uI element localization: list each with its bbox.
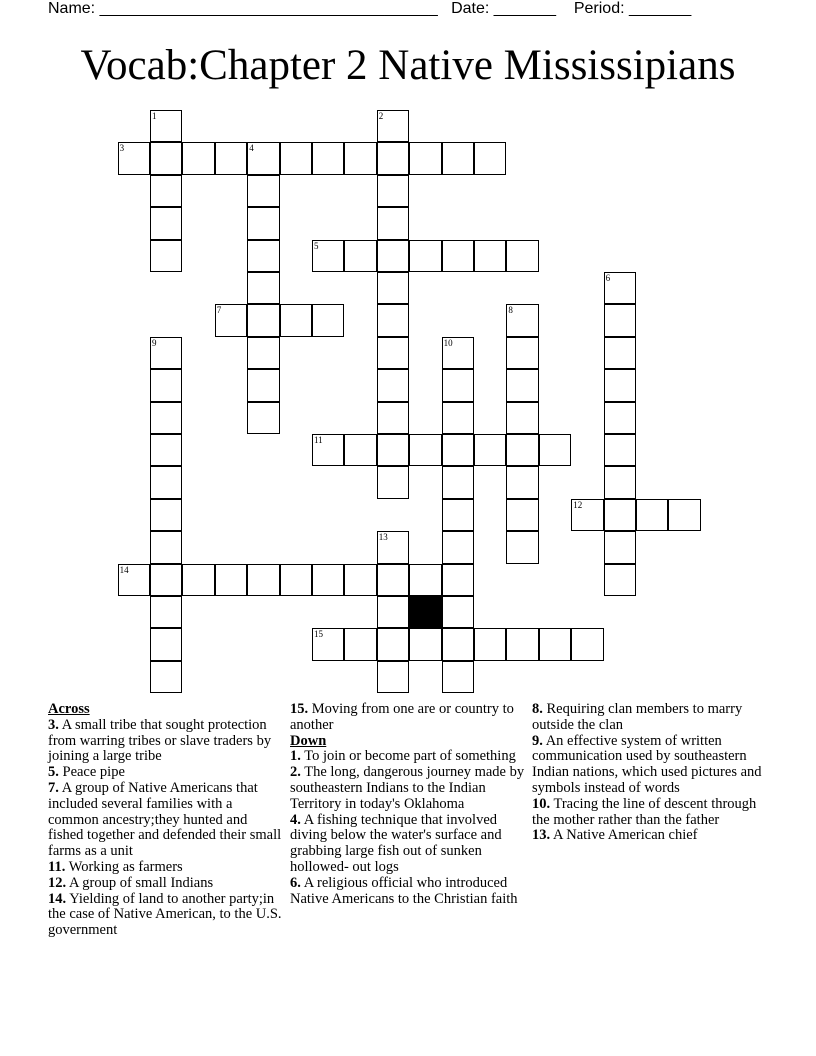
across-clue <box>48 781 284 860</box>
grid-cell[interactable] <box>150 207 182 239</box>
grid-cell[interactable] <box>442 142 474 174</box>
grid-cell[interactable] <box>377 466 409 498</box>
grid-cell[interactable] <box>377 434 409 466</box>
grid-cell[interactable] <box>247 402 279 434</box>
grid-cell[interactable] <box>506 434 538 466</box>
grid-cell[interactable] <box>571 499 603 531</box>
clue-text: Requiring clan members to marry outside the clan <box>532 701 743 733</box>
clue-number: 6. <box>290 874 301 891</box>
grid-cell[interactable] <box>377 661 409 693</box>
grid-cell[interactable] <box>247 175 279 207</box>
clue-number-label: 11 <box>314 435 323 445</box>
grid-cell[interactable] <box>247 272 279 304</box>
across-clue <box>48 765 284 781</box>
grid-cell[interactable] <box>247 369 279 401</box>
clue-number: 8. <box>532 701 543 717</box>
clue-number: 7. <box>48 779 59 796</box>
clue-column-2 <box>290 702 526 907</box>
name-blank[interactable]: ______________________________________ <box>99 0 438 17</box>
grid-cell[interactable] <box>506 466 538 498</box>
clue-number: 2. <box>290 764 301 781</box>
grid-cell[interactable] <box>377 272 409 304</box>
grid-cell[interactable] <box>377 337 409 369</box>
grid-cell[interactable] <box>247 564 279 596</box>
grid-cell[interactable] <box>604 466 636 498</box>
grid-cell[interactable] <box>312 434 344 466</box>
grid-cell[interactable] <box>312 142 344 174</box>
grid-cell[interactable] <box>118 564 150 596</box>
clue-text: An effective system of written communication used by southeastern Indian nations, which used pictures and symbols instead of words <box>532 732 762 796</box>
down-heading: Down <box>290 732 327 749</box>
grid-cell[interactable] <box>150 142 182 174</box>
grid-cell[interactable] <box>474 434 506 466</box>
clue-text: A religious official who introduced Native Americans to the Christian faith <box>290 874 518 907</box>
down-clue <box>290 765 526 812</box>
grid-cell[interactable] <box>377 402 409 434</box>
down-clue <box>532 734 768 797</box>
grid-cell[interactable] <box>442 596 474 628</box>
clue-text: A Native American chief <box>550 827 698 844</box>
grid-cell[interactable] <box>506 531 538 563</box>
across-heading: Across <box>48 701 90 717</box>
down-clue <box>532 702 768 734</box>
clue-column-1 <box>48 702 284 939</box>
clue-number: 11. <box>48 858 66 875</box>
grid-cell[interactable] <box>474 142 506 174</box>
grid-cell[interactable] <box>182 142 214 174</box>
clue-number: 10. <box>532 795 551 812</box>
grid-cell[interactable] <box>604 531 636 563</box>
across-clue <box>48 892 284 939</box>
grid-cell[interactable] <box>506 402 538 434</box>
grid-cell[interactable] <box>539 628 571 660</box>
clue-number-label: 13 <box>378 532 388 543</box>
clue-number: 1. <box>290 748 301 765</box>
grid-cell[interactable] <box>506 337 538 369</box>
clue-number-label: 5 <box>314 240 319 251</box>
grid-cell[interactable] <box>604 402 636 434</box>
down-clue <box>290 749 526 765</box>
grid-cell[interactable] <box>280 564 312 596</box>
clue-number-label: 4 <box>249 143 254 154</box>
grid-cell[interactable] <box>506 628 538 660</box>
grid-cell[interactable] <box>377 596 409 628</box>
name-label: Name: <box>48 0 96 17</box>
across-clue <box>290 702 526 734</box>
grid-cell[interactable] <box>150 499 182 531</box>
grid-cell[interactable] <box>280 142 312 174</box>
grid-cell[interactable] <box>150 240 182 272</box>
grid-cell[interactable] <box>280 304 312 336</box>
clue-number-label: 6 <box>605 273 611 283</box>
grid-cell[interactable] <box>312 304 344 336</box>
grid-cell[interactable] <box>377 304 409 336</box>
clue-number: 9. <box>532 732 543 749</box>
grid-cell[interactable] <box>604 564 636 596</box>
grid-cell[interactable] <box>377 564 409 596</box>
grid-cell[interactable] <box>442 628 474 660</box>
grid-cell[interactable] <box>377 175 409 207</box>
grid-cell[interactable] <box>409 434 441 466</box>
clue-text: Working as farmers <box>65 858 183 875</box>
grid-cell[interactable] <box>506 304 538 336</box>
clue-text: Yielding of land to another party;in the case of Native American, to the U.S. government <box>48 890 282 939</box>
down-clue <box>290 876 526 908</box>
clue-number-label: 9 <box>152 337 157 348</box>
grid-cell[interactable] <box>247 337 279 369</box>
grid-cell[interactable] <box>539 434 571 466</box>
grid-cell[interactable] <box>604 434 636 466</box>
grid-cell[interactable] <box>377 207 409 239</box>
date-label: Date: <box>451 0 490 17</box>
grid-cell[interactable] <box>604 304 636 336</box>
clue-number: 5. <box>48 764 59 781</box>
down-clue <box>532 797 768 829</box>
grid-cell[interactable] <box>247 142 279 174</box>
grid-cell[interactable] <box>312 628 344 660</box>
grid-cell[interactable] <box>506 369 538 401</box>
grid-cell[interactable] <box>150 337 182 369</box>
clue-number: 3. <box>48 716 59 733</box>
grid-cell[interactable] <box>442 369 474 401</box>
clue-number-label: 7 <box>216 305 222 316</box>
grid-cell[interactable] <box>442 466 474 498</box>
grid-cell[interactable] <box>442 402 474 434</box>
grid-cell[interactable] <box>604 337 636 369</box>
grid-cell[interactable] <box>247 304 279 336</box>
grid-cell[interactable] <box>344 434 376 466</box>
page-title: Vocab:Chapter 2 Native Mississipians <box>80 42 736 89</box>
grid-cell[interactable] <box>442 499 474 531</box>
black-cell <box>409 596 441 628</box>
grid-cell[interactable] <box>668 499 700 531</box>
clue-text: A small tribe that sought protection from warring tribes or slave traders by joining a large tribe <box>48 716 272 765</box>
grid-cell[interactable] <box>150 175 182 207</box>
grid-cell[interactable] <box>312 240 344 272</box>
clue-text: A group of Native Americans that included several families with a common ancestry;they hunted and fished together and defended their small farms as a unit <box>48 779 282 860</box>
grid-cell[interactable] <box>344 240 376 272</box>
grid-cell[interactable] <box>377 142 409 174</box>
grid-cell[interactable] <box>377 531 409 563</box>
clue-text: To join or become part of something <box>300 748 516 765</box>
clue-text: A fishing technique that involved diving below the water's surface and grabbing large fish out of sunken hollowed- out logs <box>290 811 502 875</box>
grid-cell[interactable] <box>506 499 538 531</box>
grid-cell[interactable] <box>442 337 474 369</box>
clue-number-label: 12 <box>573 499 583 510</box>
grid-cell[interactable] <box>636 499 668 531</box>
grid-cell[interactable] <box>150 110 182 142</box>
grid-cell[interactable] <box>150 531 182 563</box>
grid-cell[interactable] <box>474 240 506 272</box>
grid-cell[interactable] <box>215 564 247 596</box>
grid-cell[interactable] <box>409 628 441 660</box>
grid-cell[interactable] <box>409 240 441 272</box>
grid-cell[interactable] <box>409 142 441 174</box>
grid-cell[interactable] <box>344 142 376 174</box>
grid-cell[interactable] <box>377 240 409 272</box>
grid-cell[interactable] <box>150 402 182 434</box>
clue-number-label: 1 <box>152 111 157 121</box>
grid-cell[interactable] <box>150 369 182 401</box>
clue-column-3 <box>532 702 768 844</box>
grid-cell[interactable] <box>506 240 538 272</box>
clue-number-label: 15 <box>314 629 323 640</box>
clue-number: 15. <box>290 701 309 717</box>
period-label: Period: <box>573 0 625 17</box>
grid-cell[interactable] <box>344 564 376 596</box>
clue-number: 12. <box>48 874 67 891</box>
across-clue <box>48 860 284 876</box>
grid-cell[interactable] <box>150 564 182 596</box>
clue-text: Peace pipe <box>58 764 125 781</box>
grid-cell[interactable] <box>377 110 409 142</box>
down-clue <box>290 813 526 876</box>
grid-cell[interactable] <box>247 207 279 239</box>
grid-cell[interactable] <box>312 564 344 596</box>
grid-cell[interactable] <box>442 434 474 466</box>
clue-number: 4. <box>290 811 301 828</box>
grid-cell[interactable] <box>150 434 182 466</box>
clue-number: 14. <box>48 890 67 907</box>
clue-text: The long, dangerous journey made by southeastern Indians to the Indian Territory in today's Oklahoma <box>290 764 525 812</box>
grid-cell[interactable] <box>442 240 474 272</box>
grid-cell[interactable] <box>247 240 279 272</box>
grid-cell[interactable] <box>442 564 474 596</box>
clue-number-label: 10 <box>443 337 453 348</box>
grid-cell[interactable] <box>377 369 409 401</box>
grid-cell[interactable] <box>474 628 506 660</box>
grid-cell[interactable] <box>150 596 182 628</box>
across-clue <box>48 876 284 892</box>
clue-number-label: 8 <box>508 305 513 316</box>
grid-cell[interactable] <box>182 564 214 596</box>
clue-number-label: 2 <box>378 111 384 121</box>
grid-cell[interactable] <box>442 531 474 563</box>
clue-number-label: 3 <box>119 143 125 154</box>
across-clue <box>48 718 284 765</box>
grid-cell[interactable] <box>604 369 636 401</box>
grid-cell[interactable] <box>604 272 636 304</box>
grid-cell[interactable] <box>215 304 247 336</box>
down-clue <box>532 828 768 844</box>
grid-cell[interactable] <box>150 661 182 693</box>
grid-cell[interactable] <box>150 628 182 660</box>
grid-cell[interactable] <box>377 628 409 660</box>
clue-text: Tracing the line of descent through the mother rather than the father <box>532 795 757 828</box>
grid-cell[interactable] <box>118 142 150 174</box>
period-blank[interactable]: _______ <box>629 0 692 17</box>
grid-cell[interactable] <box>604 499 636 531</box>
grid-cell[interactable] <box>409 564 441 596</box>
clue-number-label: 14 <box>119 564 129 575</box>
grid-cell[interactable] <box>150 466 182 498</box>
grid-cell[interactable] <box>215 142 247 174</box>
grid-cell[interactable] <box>571 628 603 660</box>
grid-cell[interactable] <box>442 661 474 693</box>
grid-cell[interactable] <box>344 628 376 660</box>
clue-number: 13. <box>532 827 551 844</box>
clue-text: Moving from one are or country to another <box>290 701 514 733</box>
date-blank[interactable]: _______ <box>493 0 557 17</box>
clue-text: A group of small Indians <box>66 874 214 891</box>
